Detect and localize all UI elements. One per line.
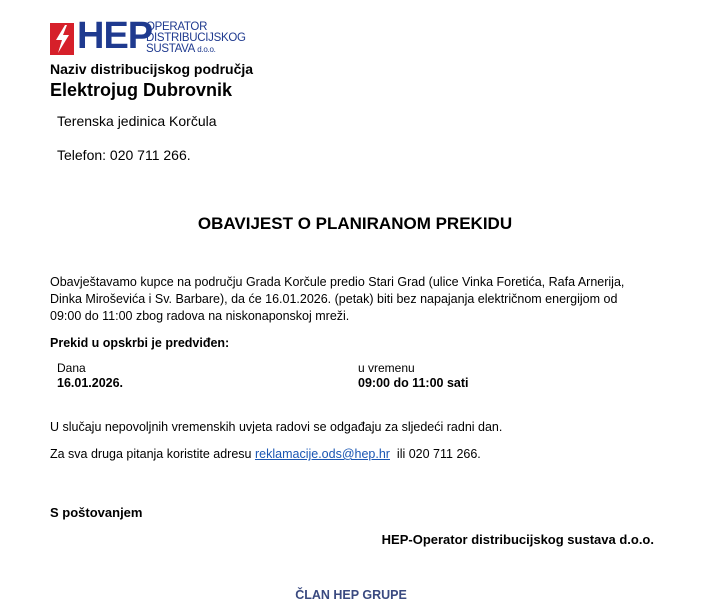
closing-regards: S poštovanjem	[50, 505, 143, 520]
schedule-heading: Prekid u opskrbi je predviđen:	[50, 336, 230, 350]
logo-subtitle: OPERATOR DISTRIBUCIJSKOG SUSTAVA d.o.o.	[146, 21, 246, 55]
contact-line	[50, 447, 481, 461]
notice-title: OBAVIJEST O PLANIRANOM PREKIDU	[197, 214, 513, 233]
logo-brand: HEP	[77, 15, 153, 57]
lightning-mark-icon	[50, 23, 74, 55]
phone-number: Telefon: 020 711 266.	[57, 147, 191, 163]
area-label: Naziv distribucijskog područja	[50, 61, 254, 77]
contact-prefix: Za sva druga pitanja koristite adresu	[50, 447, 252, 461]
day-value: 16.01.2026.	[57, 376, 124, 390]
day-label: Dana	[57, 361, 86, 375]
body-line: 09:00 do 11:00 zbog radova na niskonaponskoj mreži.	[50, 309, 350, 323]
notice-body	[50, 274, 670, 325]
area-name: Elektrojug Dubrovnik	[50, 80, 233, 100]
time-value: 09:00 do 11:00 sati	[358, 376, 469, 390]
sender-name: HEP-Operator distribucijskog sustava d.o.o.	[381, 532, 654, 547]
footer-label: ČLAN HEP GRUPE	[295, 588, 407, 602]
weather-note: U slučaju nepovoljnih vremenskih uvjeta radovi se odgađaju za sljedeći radni dan.	[50, 420, 503, 434]
body-line: Obavještavamo kupce na području Grada Korčule predio Stari Grad (ulice Vinka Foretića, Rafa Arnerija,	[50, 275, 625, 289]
field-unit: Terenska jedinica Korčula	[57, 113, 217, 129]
time-label: u vremenu	[358, 361, 415, 375]
contact-suffix: ili 020 711 266.	[396, 447, 481, 461]
email-link[interactable]: reklamacije.ods@hep.hr	[254, 447, 390, 461]
hep-logo	[50, 15, 250, 60]
body-line: Dinka Miroševića i Sv. Barbare), da će 16.01.2026. (petak) biti bez napajanja električnom energijom od	[50, 292, 618, 306]
